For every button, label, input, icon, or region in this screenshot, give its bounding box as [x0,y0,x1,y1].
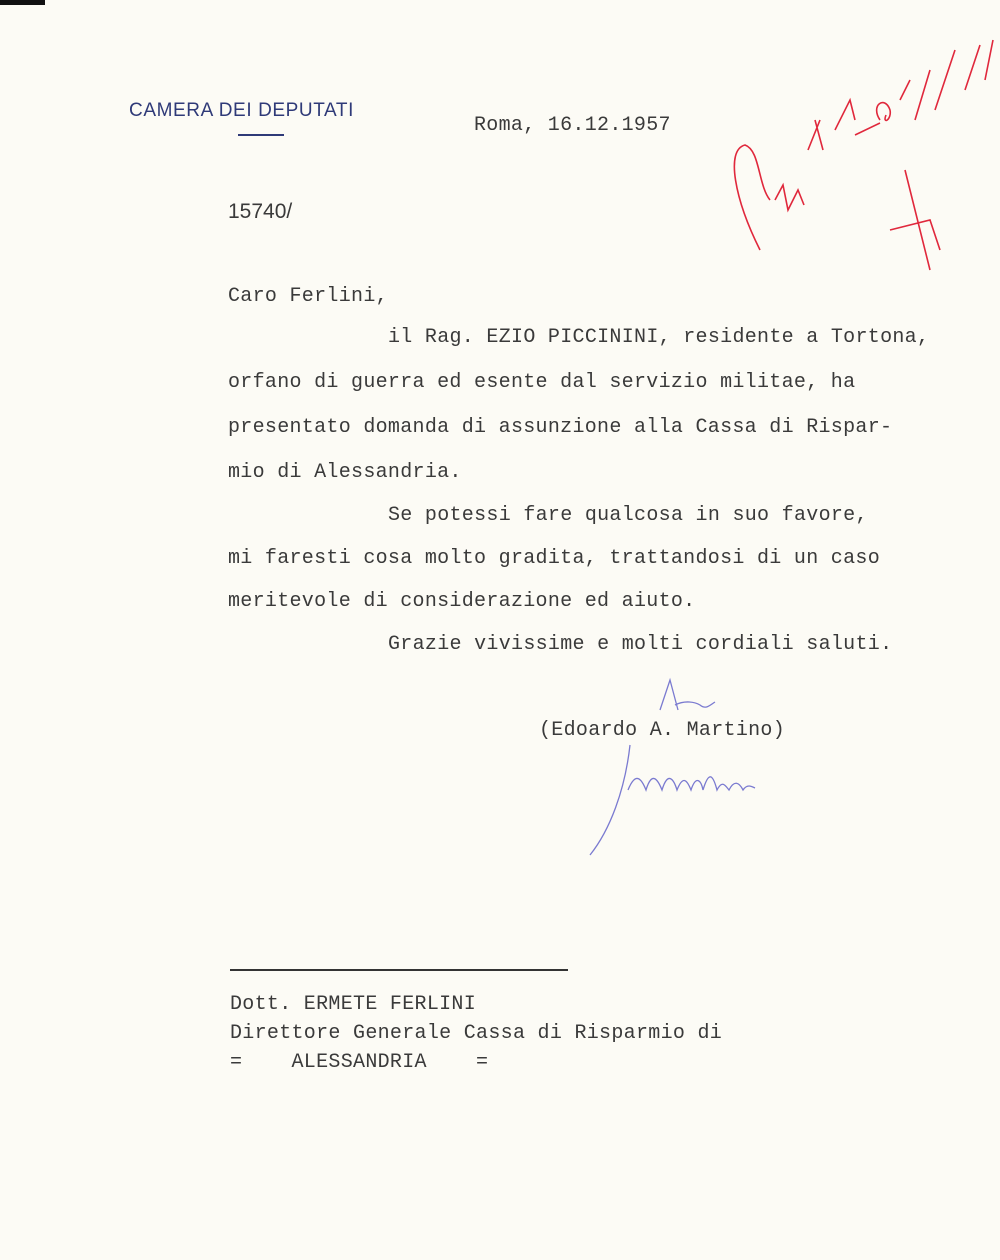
body-line: mi faresti cosa molto gradita, trattandosi di un caso [228,547,881,570]
salutation: Caro Ferlini, [228,285,388,308]
body-line: Se potessi fare qualcosa in suo favore, [388,504,868,527]
body-line: il Rag. EZIO PICCININI, residente a Tortona, [388,326,930,349]
recipient-city: = ALESSANDRIA = [230,1051,489,1074]
recipient-name: Dott. ERMETE FERLINI [230,993,477,1016]
recipient-title: Direttore Generale Cassa di Risparmio di [230,1022,723,1045]
body-line: Grazie vivissime e molti cordiali saluti. [388,633,893,656]
date-line: Roma, 16.12.1957 [474,114,671,137]
red-annotation [734,40,993,270]
signature-separator-rule [230,969,568,971]
body-line: meritevole di considerazione ed aiuto. [228,590,696,613]
signature-ink [590,680,755,855]
signature-name: (Edoardo A. Martino) [539,719,786,742]
body-line: presentato domanda di assunzione alla Cassa di Rispar- [228,416,893,439]
body-line: mio di Alessandria. [228,461,462,484]
protocol-number: 15740/ [228,200,293,223]
letterhead: CAMERA DEI DEPUTATI [129,100,355,121]
body-line: orfano di guerra ed esente dal servizio militae, ha [228,371,856,394]
